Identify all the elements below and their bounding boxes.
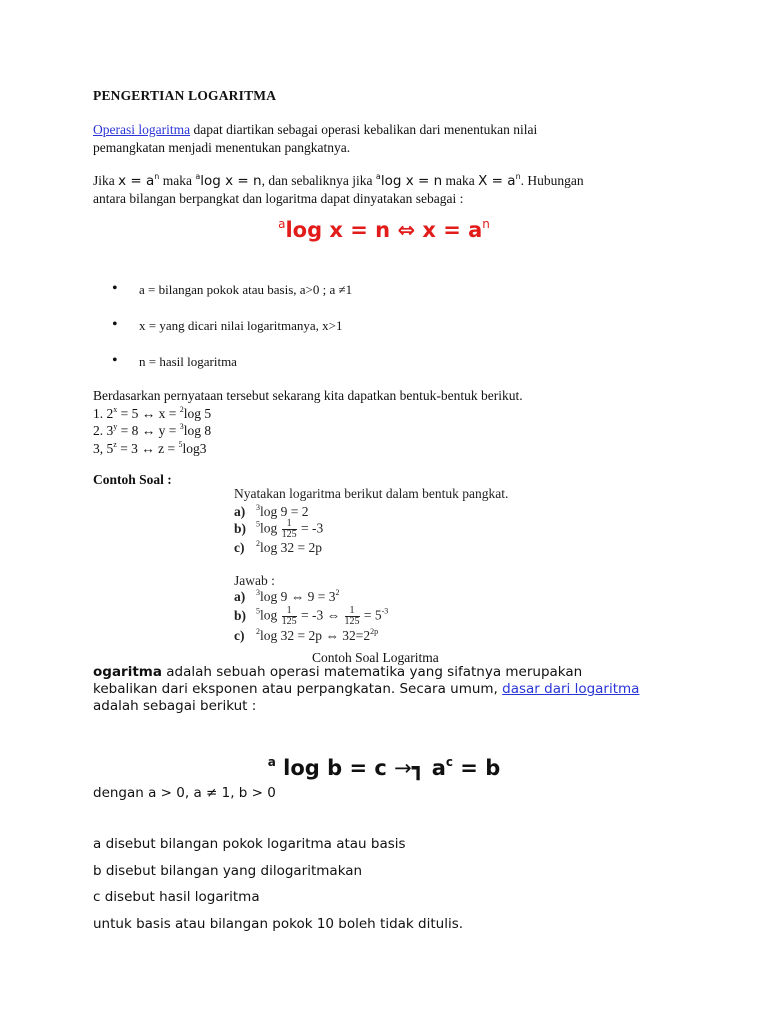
formula-condition: dengan a > 0, a ≠ 1, b > 0 (93, 785, 276, 801)
definition-item: c disebut hasil logaritma (93, 889, 260, 905)
answer-c: c) $^2$log 32 = 2p ⇔ $32=2^{2p}$ (234, 627, 379, 643)
definition-item: a disebut bilangan pokok logaritma atau basis (93, 836, 406, 852)
contoh-soal-label: Contoh Soal : (93, 472, 172, 487)
intro-text-line2: pemangkatan menjadi menentukan pangkatnya. (93, 140, 351, 155)
image-caption: Contoh Soal Logaritma (312, 650, 439, 665)
definition-text: adalah sebagai berikut : (93, 698, 257, 714)
definition-text: kebalikan dari eksponen atau perpangkatan. Secara umum, (93, 681, 503, 697)
fraction: $\frac{1}{125}$ (281, 518, 297, 540)
relation-text: maka (159, 173, 196, 188)
relation-formula-4: $X = a^n$ (478, 172, 521, 189)
fraction: $\frac{1}{125}$ (344, 605, 360, 627)
formula-base-sup: a (278, 217, 286, 231)
relation-text: . Hubungan (520, 173, 584, 188)
answer-a: a) $^3$log 9 ⇔ $9 = 3^2$ (234, 588, 340, 604)
relation-text: Jika (93, 173, 119, 188)
answer-b: b) $^5$log $\frac{1}{125}$ = -3 ⇔ $\frac{1}{125}$ = $5^{-3}$ (234, 605, 389, 627)
list-item-text: a = bilangan pokok atau basis, a>0 ; a ≠1 (139, 282, 353, 297)
relation-paragraph (93, 172, 673, 208)
relation-formula-1: $x = a^n$ (118, 172, 160, 189)
bullet-icon: • (112, 352, 118, 369)
forms-intro: Berdasarkan pernyataan tersebut sekarang kita dapatkan bentuk-bentuk berikut. (93, 388, 523, 403)
formula-exponent-sup: c (445, 755, 453, 769)
relation-formula-2: $^a$log x = n (195, 172, 262, 189)
form-line-2: 2. $3^y = 8$ ↔ y = $^3$log 8 (93, 422, 212, 438)
list-item-text: n = hasil logaritma (139, 354, 237, 369)
definition-bold-term: ogaritma (93, 664, 162, 680)
relation-text-line2: antara bilangan berpangkat dan logaritma dapat dinyatakan sebagai : (93, 191, 464, 206)
definition-item: b disebut bilangan yang dilogaritmakan (93, 862, 363, 879)
formula-part: a (424, 756, 446, 780)
definition-item: untuk basis atau bilangan pokok 10 boleh tidak ditulis. (93, 915, 464, 932)
main-formula (0, 218, 768, 242)
arrow-icon: →┓ (394, 756, 425, 780)
formula-part: = b (453, 756, 501, 780)
page-title: PENGERTIAN LOGARITMA (93, 88, 277, 103)
definition-paragraph (93, 664, 693, 715)
forms-paragraph (93, 387, 693, 457)
general-formula (0, 756, 768, 780)
dasar-logaritma-link[interactable]: dasar dari logaritma (502, 681, 640, 697)
question-a: a) $^3$log 9 = 2 (234, 503, 309, 519)
formula-exponent-sup: n (482, 217, 490, 231)
formula-body: log x = n ⇔ x = a (285, 218, 483, 242)
formula-base-sup: a (267, 755, 276, 769)
example-heading: Nyatakan logaritma berikut dalam bentuk pangkat. (234, 486, 509, 501)
bullet-icon: • (112, 316, 118, 333)
bullet-icon: • (112, 280, 118, 297)
jawab-label: Jawab : (234, 573, 275, 588)
form-line-1: 1. $2^x = 5$ ↔ x = $^2$log 5 (93, 404, 212, 421)
question-c: c) $^2$log 32 = 2p (234, 539, 322, 555)
formula-part: log b = c (275, 756, 395, 780)
definitions-list (93, 836, 463, 942)
intro-paragraph (93, 121, 653, 157)
definition-text: adalah sebuah operasi matematika yang sifatnya merupakan (161, 664, 583, 680)
example-image (230, 483, 550, 651)
fraction: $\frac{1}{125}$ (281, 605, 297, 627)
question-b: b) $^5$log $\frac{1}{125}$ = -3 (234, 518, 324, 540)
relation-formula-3: $^a$log x = n (375, 172, 443, 189)
intro-text-line1: dapat diartikan sebagai operasi kebalikan dari menentukan nilai (190, 122, 538, 137)
relation-text: maka (442, 173, 479, 188)
list-item-text: x = yang dicari nilai logaritmanya, x>1 (139, 318, 343, 333)
operasi-logaritma-link[interactable]: Operasi logaritma (93, 122, 191, 137)
relation-text: , dan sebaliknya jika (261, 173, 376, 188)
form-line-3: 3, $5^z = 3$ ↔ z = $^5$log3 (93, 439, 207, 456)
